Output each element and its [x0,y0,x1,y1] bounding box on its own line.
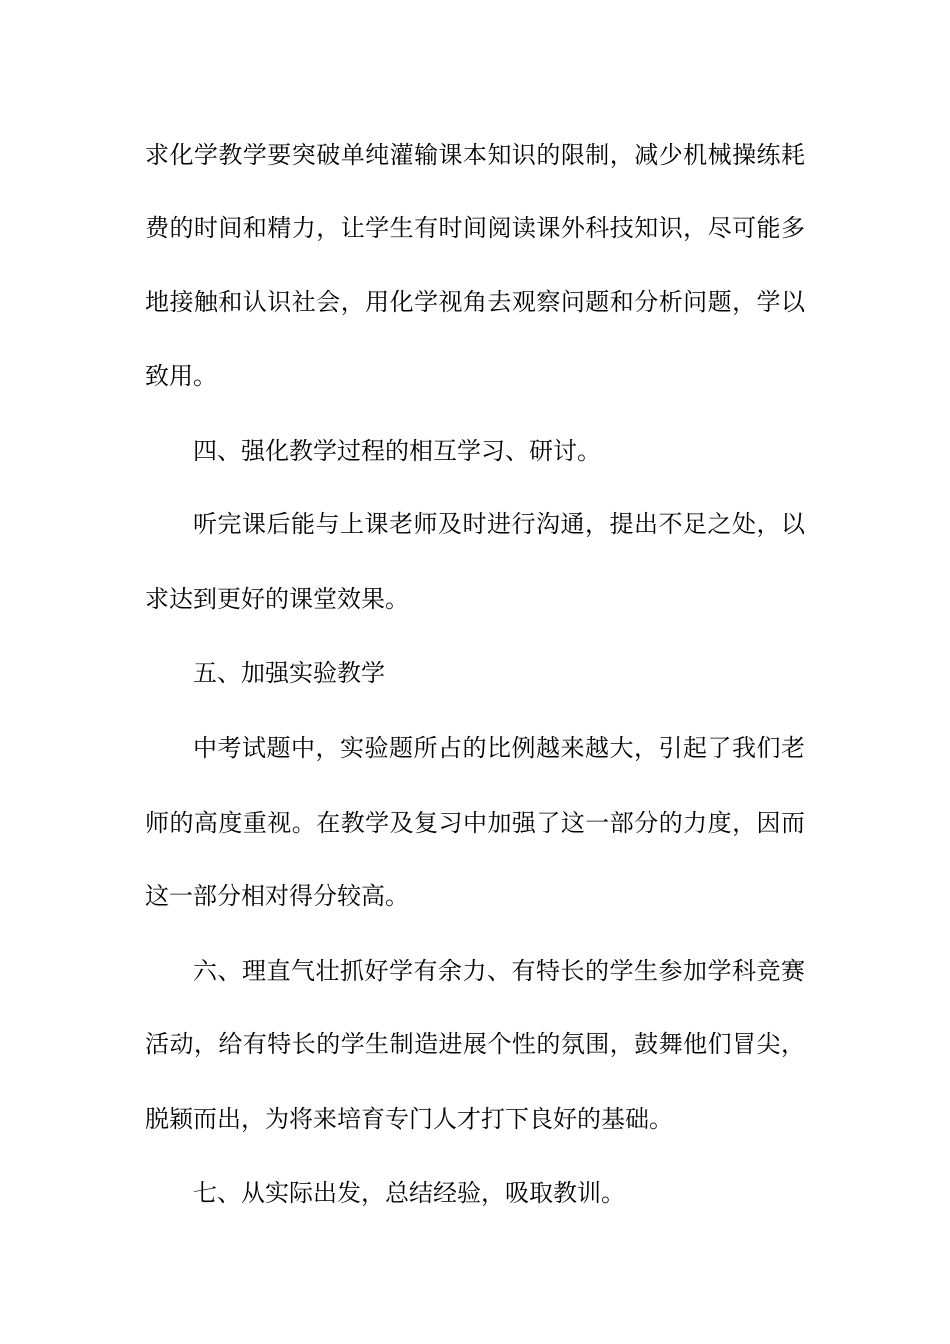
text-line: 听完课后能与上课老师及时进行沟通，提出不足之处，以 [193,510,805,538]
text-line: 致用。 [145,362,217,390]
text-line: 师的高度重视。在教学及复习中加强了这一部分的力度，因而 [145,809,805,837]
text-line: 七、从实际出发，总结经验，吸取教训。 [193,1179,625,1207]
text-line: 求化学教学要突破单纯灌输课本知识的限制，减少机械操练耗 [145,141,805,169]
text-line: 五、加强实验教学 [193,659,385,687]
text-line: 求达到更好的课堂效果。 [145,585,409,613]
text-line: 中考试题中，实验题所占的比例越来越大，引起了我们老 [193,734,805,762]
text-line: 四、强化教学过程的相互学习、研讨。 [193,437,601,465]
text-line: 六、理直气壮抓好学有余力、有特长的学生参加学科竞赛 [193,957,805,985]
text-line: 活动，给有特长的学生制造进展个性的氛围，鼓舞他们冒尖， [145,1030,805,1058]
text-line: 这一部分相对得分较高。 [145,882,409,910]
text-line: 费的时间和精力，让学生有时间阅读课外科技知识，尽可能多 [145,214,805,242]
text-line: 地接触和认识社会，用化学视角去观察问题和分析问题，学以 [145,288,805,316]
text-line: 脱颖而出，为将来培育专门人才打下良好的基础。 [145,1105,673,1133]
